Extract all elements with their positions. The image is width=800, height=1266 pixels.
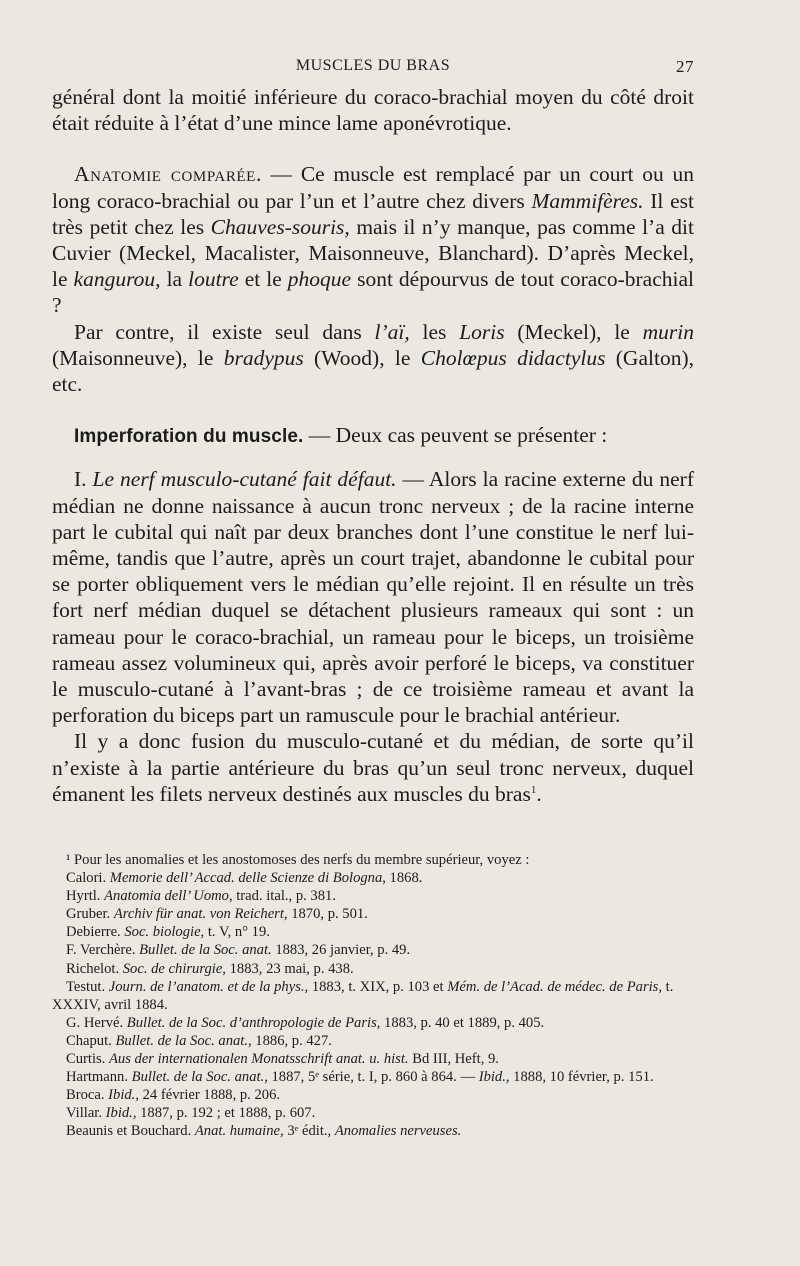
footnote-entry: Curtis. Aus der internationalen Monatsschrift anat. u. hist. Bd III, Heft, 9.: [66, 1051, 499, 1068]
page-number: 27: [676, 57, 694, 76]
section-label: Anatomie comparée.: [74, 162, 262, 187]
footnote-entry: Beaunis et Bouchard. Anat. humaine, 3ᵉ édit., Anomalies nerveuses.: [66, 1123, 462, 1140]
running-title: MUSCLES DU BRAS: [295, 57, 451, 74]
footnote-entry: Broca. Ibid., 24 février 1888, p. 206.: [66, 1087, 281, 1104]
footnote-entry: Hyrtl. Anatomia dell’ Uomo, trad. ital., p. 381.: [66, 888, 336, 905]
footnote-entry: Debierre. Soc. biologie, t. V, n° 19.: [66, 924, 270, 941]
footnote-intro: ¹ Pour les anomalies et les anostomoses des nerfs du membre supérieur, voyez :: [66, 852, 530, 868]
running-header: [52, 55, 694, 79]
main-text: [52, 84, 694, 807]
paragraph-comparative-anatomy: Anatomie comparée. — Ce muscle est remplacé par un court ou un long coraco-brachial ou par l’un et l’autre chez divers Mammifères. Il est très petit chez les Chauves-souris, mais il n’y manque, pas comme l’a dit Cuvier (Meckel, Macalister, Maisonneuve, Blanchard). D’après Meckel, le kangurou, la loutre et le phoque sont dépourvus de tout coraco-brachial ?: [52, 162, 694, 318]
footnote-entry: Gruber. Archiv für anat. von Reichert, 1870, p. 501.: [66, 906, 368, 923]
footnote-entry: Villar. Ibid., 1887, p. 192 ; et 1888, p. 607.: [66, 1105, 316, 1122]
footnote-entry: Testut. Journ. de l’anatom. et de la phys., 1883, t. XIX, p. 103 et Mém. de l’Acad. de médec. de Paris, t. XXXIV, avril 1884.: [52, 978, 674, 1013]
footnote-entry: Hartmann. Bullet. de la Soc. anat., 1887, 5ᵉ série, t. I, p. 860 à 864. — Ibid., 1888, 10 février, p. 151.: [66, 1069, 654, 1086]
paragraph-1: général dont la moitié inférieure du coraco-brachial moyen du côté droit était réduite à l’état d’une mince lame aponévrotique.: [52, 85, 694, 136]
section-heading: Imperforation du muscle.: [74, 426, 304, 448]
footnote-entry: Richelot. Soc. de chirurgie, 1883, 23 mai, p. 438.: [66, 960, 354, 977]
paragraph-fusion: Il y a donc fusion du musculo-cutané et du médian, de sorte qu’il n’existe à la partie antérieure du bras qu’un seul tronc nerveux, duquel émanent les filets nerveux destinés aux muscles du bras$^1$.: [52, 729, 694, 806]
paragraph-par-contre: Par contre, il existe seul dans l’aï, les Loris (Meckel), le murin (Maisonneuve), le bradypus (Wood), le Cholœpus didactylus (Galton), etc.: [52, 319, 694, 397]
paragraph-case-one: I. Le nerf musculo-cutané fait défaut. — Alors la racine externe du nerf médian ne donne naissance à aucun tronc nerveux ; de la racine interne part le cubital qui naît par deux branches dont l’une constitue le nerf lui-même, tandis que l’autre, après un court trajet, abandonne le cubital pour se porter obliquement vers le médian qu’elle rejoint. Il en résulte un très fort nerf médian duquel se détachent plusieurs rameaux qui sont : un rameau pour le coraco-brachial, un rameau pour le biceps, un troisième rameau assez volumineux qui, après avoir perforé le biceps, va constituer le musculo-cutané à l’avant-bras ; de ce troisième rameau et avant la perforation du biceps part un ramuscule pour le brachial antérieur.: [52, 467, 694, 728]
footnote-entry: G. Hervé. Bullet. de la Soc. d’anthropologie de Paris, 1883, p. 40 et 1889, p. 405.: [66, 1014, 545, 1031]
footnotes: [52, 851, 694, 1141]
footnote-entry: F. Verchère. Bullet. de la Soc. anat. 1883, 26 janvier, p. 49.: [66, 942, 411, 959]
footnote-entry: Calori. Memorie dell’ Accad. delle Scienze di Bologna, 1868.: [66, 870, 423, 887]
footnote-reference: 1: [530, 783, 537, 796]
paragraph-imperforation: Imperforation du muscle. — Deux cas peuvent se présenter :: [74, 423, 608, 448]
footnote-entry: Chaput. Bullet. de la Soc. anat., 1886, p. 427.: [66, 1032, 332, 1049]
